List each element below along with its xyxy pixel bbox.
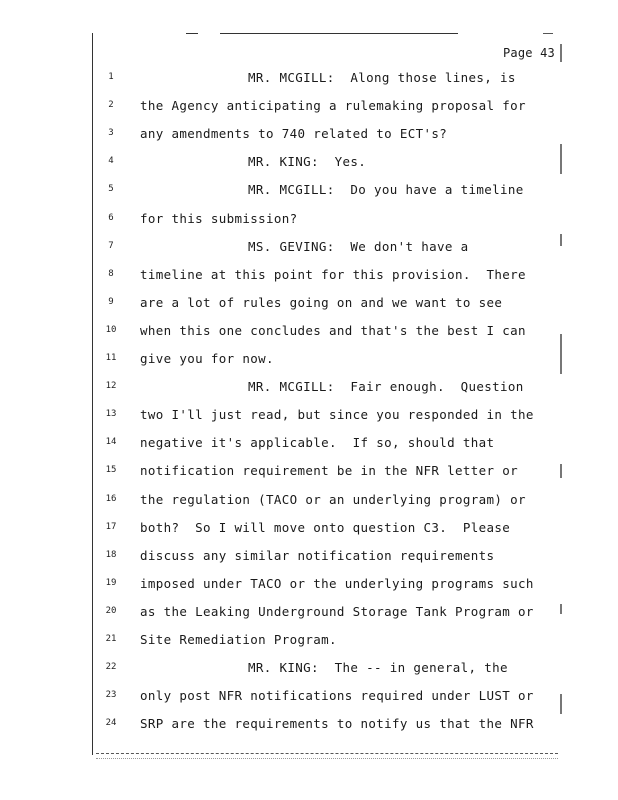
transcript-line: imposed under TACO or the underlying programs such xyxy=(140,575,534,591)
line-number: 4 xyxy=(108,156,114,167)
transcript-line: MR. KING: Yes. xyxy=(248,154,367,170)
line-number: 6 xyxy=(108,212,114,223)
transcript-line: MS. GEVING: We don't have a xyxy=(248,238,469,254)
transcript-line: timeline at this point for this provision. There xyxy=(140,266,526,282)
line-number: 13 xyxy=(105,409,117,420)
top-rule-short xyxy=(186,33,198,34)
transcript-line: any amendments to 740 related to ECT's? xyxy=(140,126,448,142)
bottom-rule-secondary xyxy=(96,758,558,759)
left-margin-rule xyxy=(92,33,93,755)
line-number: 17 xyxy=(105,521,117,532)
line-number: 3 xyxy=(108,128,114,139)
transcript-line: discuss any similar notification requirements xyxy=(140,547,495,563)
transcript-line: only post NFR notifications required under LUST or xyxy=(140,688,534,704)
transcript-line: the Agency anticipating a rulemaking proposal for xyxy=(140,98,526,114)
line-number: 7 xyxy=(108,240,114,251)
transcript-line: two I'll just read, but since you responded in the xyxy=(140,407,534,423)
line-number: 22 xyxy=(105,662,117,673)
top-rule-right xyxy=(543,33,553,34)
line-number: 15 xyxy=(105,465,117,476)
line-number: 20 xyxy=(105,605,117,616)
page-number: Page 43 xyxy=(503,46,555,60)
line-number: 11 xyxy=(105,353,117,363)
transcript-line: notification requirement be in the NFR letter or xyxy=(140,463,519,479)
line-number: 1 xyxy=(108,72,114,82)
transcript-line: when this one concludes and that's the best I can xyxy=(140,322,526,338)
transcript-line: negative it's applicable. If so, should that xyxy=(140,435,495,451)
transcript-line: MR. MCGILL: Fair enough. Question xyxy=(248,379,524,395)
line-number: 2 xyxy=(108,100,114,111)
transcript-line: Site Remediation Program. xyxy=(140,632,337,647)
transcript-line: are a lot of rules going on and we want to see xyxy=(140,294,503,310)
line-number: 19 xyxy=(105,577,117,588)
transcript-line: give you for now. xyxy=(140,351,274,366)
transcript-line: for this submission? xyxy=(140,210,298,226)
transcript-line: as the Leaking Underground Storage Tank Program or xyxy=(140,603,534,619)
transcript-line: both? So I will move onto question C3. Please xyxy=(140,519,511,535)
line-number: 8 xyxy=(108,268,114,279)
line-number: 14 xyxy=(105,437,117,448)
line-number: 24 xyxy=(105,718,117,729)
line-number: 5 xyxy=(108,184,114,195)
line-number: 16 xyxy=(105,493,117,504)
line-number: 12 xyxy=(105,381,117,392)
transcript-line: the regulation (TACO or an underlying program) or xyxy=(140,491,526,507)
transcript-line: MR. MCGILL: Do you have a timeline xyxy=(248,182,524,198)
line-number: 18 xyxy=(105,549,117,560)
transcript-line: SRP are the requirements to notify us that the NFR xyxy=(140,716,534,732)
transcript-line: MR. KING: The -- in general, the xyxy=(248,660,508,676)
transcript-line: MR. MCGILL: Along those lines, is xyxy=(248,70,516,85)
line-number: 21 xyxy=(105,634,117,644)
line-number: 9 xyxy=(108,296,114,307)
line-number: 10 xyxy=(105,324,117,335)
top-rule xyxy=(220,33,458,34)
line-number: 23 xyxy=(105,690,117,701)
bottom-rule xyxy=(96,753,558,754)
right-edge-scan-marks xyxy=(560,44,568,754)
